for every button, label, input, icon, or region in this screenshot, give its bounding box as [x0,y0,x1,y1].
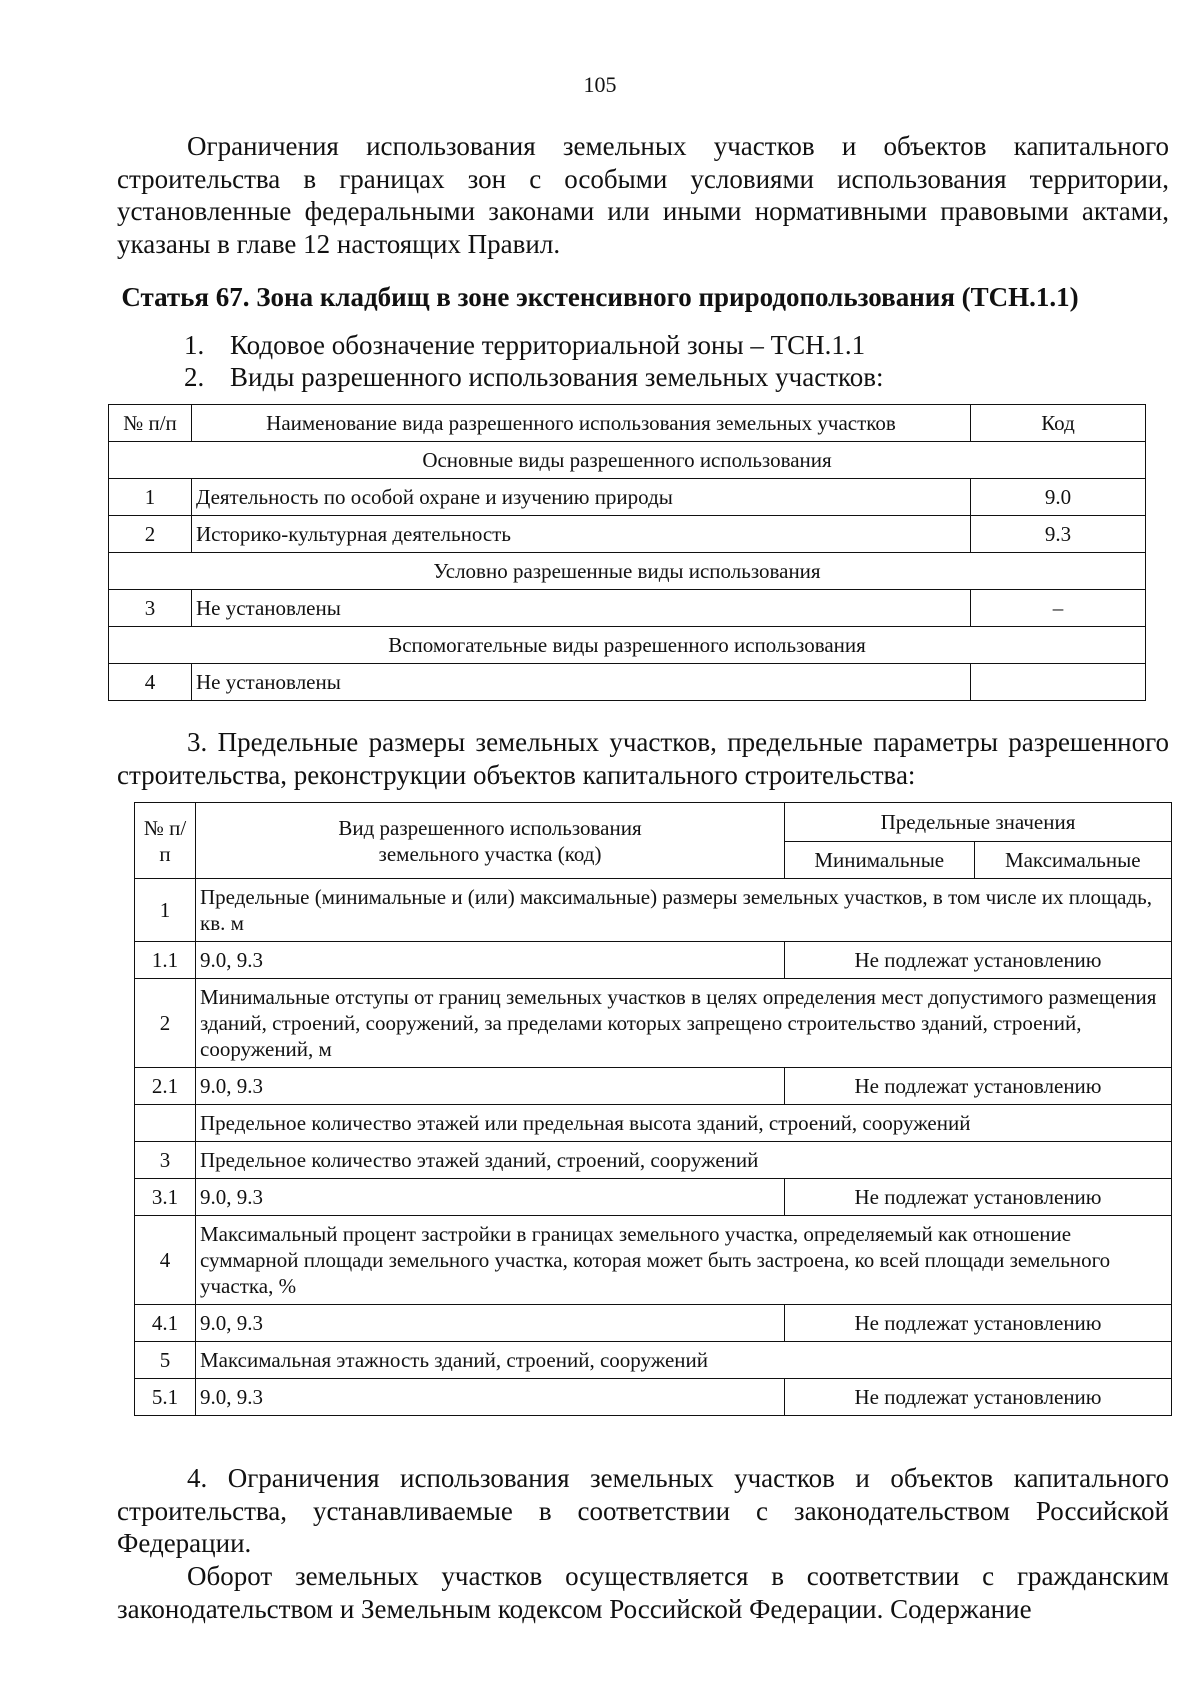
row-text: Максимальный процент застройки в границах земельного участка, определяемый как отношение суммарной площади земельного участка, которая может быть застроена, ко всей площади земельного участка, % [196,1216,1172,1305]
row-value: Не подлежат установлению [785,1068,1172,1105]
table-row [109,664,1146,701]
table-row [135,1216,1172,1305]
list-item-number: 2. [184,362,205,392]
row-codes: 9.0, 9.3 [196,942,785,979]
list-item-2 [184,362,884,393]
row-num: 3 [135,1142,196,1179]
row-value: Не подлежат установлению [785,1305,1172,1342]
closing-paragraph: Оборот земельных участков осуществляется в соответствии с гражданским законодательством и Земельным кодексом Российской Федерации. Содержание [117,1561,1169,1624]
header-limits: Предельные значения [785,803,1172,842]
header-use-line1: Вид разрешенного использования [338,815,642,840]
row-num: 2 [135,979,196,1068]
row-value: Не подлежат установлению [785,1179,1172,1216]
row-num: 1 [135,879,196,942]
list-item-number: 1. [184,330,205,360]
table-header-row [109,405,1146,442]
row-codes: 9.0, 9.3 [196,1305,785,1342]
section-auxiliary-uses: Вспомогательные виды разрешенного использования [109,627,1146,664]
section-row [109,553,1146,590]
header-code: Код [971,405,1146,442]
row-codes: 9.0, 9.3 [196,1179,785,1216]
header-use-type [196,803,785,879]
row-text: Минимальные отступы от границ земельных участков в целях определения мест допустимого размещения зданий, строений, сооружений, за пределами которых запрещено строительство зданий, строений, сооружений, м [196,979,1172,1068]
row-codes: 9.0, 9.3 [196,1379,785,1416]
row-num: 2 [109,516,192,553]
permitted-uses-table [108,404,1146,701]
row-num: 3 [109,590,192,627]
item-3-paragraph: 3. Предельные размеры земельных участков, предельные параметры разрешенного строительства, реконструкции объектов капитального строительства: [117,727,1169,790]
row-code: 9.3 [971,516,1146,553]
section-row [109,442,1146,479]
page-number: 105 [583,72,617,97]
intro-paragraph: Ограничения использования земельных участков и объектов капитального строительства в границах зон с особыми условиями использования территории, установленные федеральными законами или иными нормативными правовыми актами, указаны в главе 12 настоящих Правил. [117,131,1169,259]
row-name: Не установлены [192,590,971,627]
row-num-empty [135,1105,196,1142]
item-4-paragraph: 4. Ограничения использования земельных участков и объектов капитального строительства, устанавливаемые в соответствии с законодательством Российской Федерации. [117,1463,1169,1558]
limit-parameters-table [134,802,1172,1416]
list-item-text: Виды разрешенного использования земельных участков: [230,362,884,392]
row-text: Предельное количество этажей зданий, строений, сооружений [196,1142,1172,1179]
article-title: Статья 67. Зона кладбищ в зоне экстенсивного природопользования (ТСН.1.1) [121,282,1079,312]
table-row [109,590,1146,627]
section-main-uses: Основные виды разрешенного использования [109,442,1146,479]
row-num: 1 [109,479,192,516]
header-use-line2: земельного участка (код) [378,841,602,866]
table-row [135,942,1172,979]
row-value: Не подлежат установлению [785,1379,1172,1416]
table-row [135,1105,1172,1142]
list-item-text: Кодовое обозначение территориальной зоны – ТСН.1.1 [230,330,866,360]
header-num: № п/п [109,405,192,442]
row-num: 1.1 [135,942,196,979]
row-num: 4 [109,664,192,701]
header-name: Наименование вида разрешенного использования земельных участков [192,405,971,442]
row-num: 5.1 [135,1379,196,1416]
table-row [135,1379,1172,1416]
table-row [135,1142,1172,1179]
row-text: Предельные (минимальные и (или) максимальные) размеры земельных участков, в том числе их площадь, кв. м [196,879,1172,942]
row-text: Предельное количество этажей или предельная высота зданий, строений, сооружений [196,1105,1172,1142]
header-num: № п/п [135,803,196,879]
row-name: Историко-культурная деятельность [192,516,971,553]
section-conditional-uses: Условно разрешенные виды использования [109,553,1146,590]
table-row [135,879,1172,942]
row-value: Не подлежат установлению [785,942,1172,979]
row-num: 5 [135,1342,196,1379]
row-num: 3.1 [135,1179,196,1216]
row-name: Не установлены [192,664,971,701]
section-row [109,627,1146,664]
table-row [135,1068,1172,1105]
table-header-row [135,803,1172,842]
header-min: Минимальные [785,842,975,879]
row-num: 4 [135,1216,196,1305]
row-code: 9.0 [971,479,1146,516]
row-code: – [971,590,1146,627]
row-code [971,664,1146,701]
table-row [135,979,1172,1068]
row-num: 2.1 [135,1068,196,1105]
table-row [109,479,1146,516]
list-item-1 [184,330,865,361]
row-name: Деятельность по особой охране и изучению природы [192,479,971,516]
table-row [135,1342,1172,1379]
row-num: 4.1 [135,1305,196,1342]
table-row [135,1305,1172,1342]
table-row [109,516,1146,553]
table-row [135,1179,1172,1216]
row-text: Максимальная этажность зданий, строений, сооружений [196,1342,1172,1379]
row-codes: 9.0, 9.3 [196,1068,785,1105]
header-max: Максимальные [974,842,1172,879]
